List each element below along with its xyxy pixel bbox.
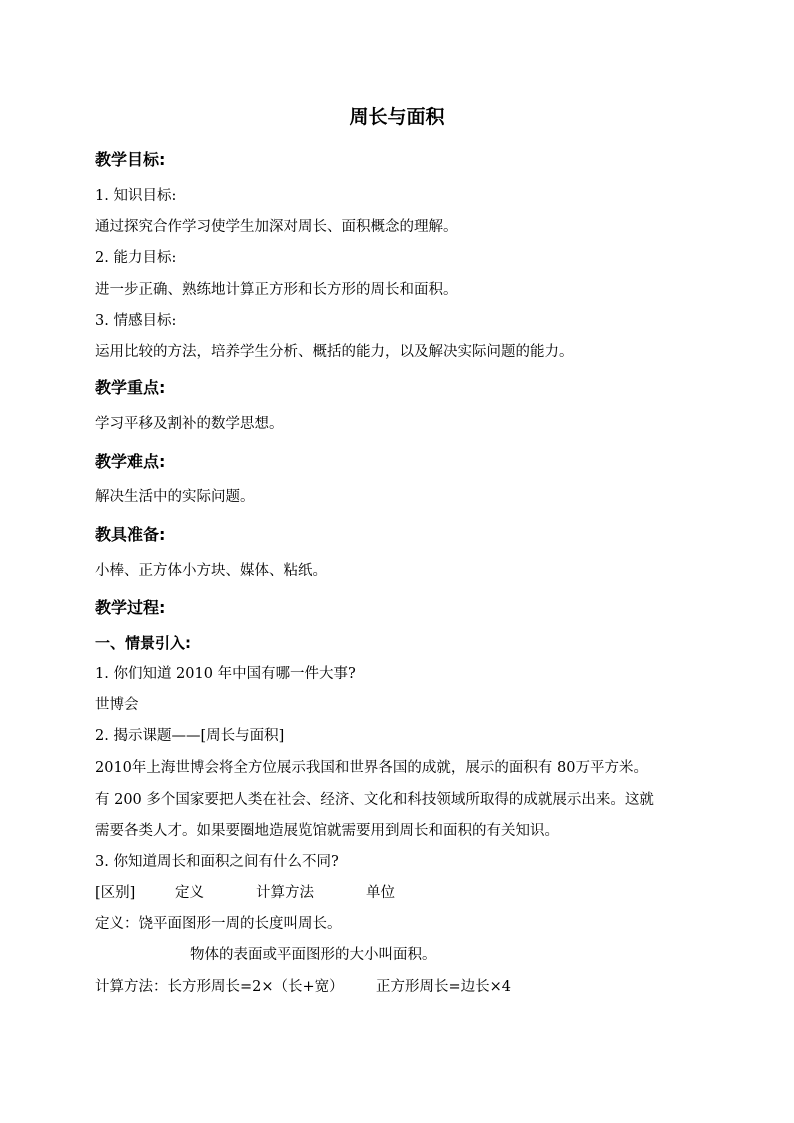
definition-line-1: 定义：饶平面图形一周的长度叫周长。 [95,916,342,932]
page-title: 周长与面积 [349,106,445,128]
objective1-text: 通过探究合作学习使学生加深对周长、面积概念的理解。 [95,219,458,235]
difficulties-heading: 教学难点: [95,452,166,471]
objectives-heading: 教学目标: [95,150,166,169]
difficulties-text: 解决生活中的实际问题。 [95,489,255,505]
objective3-text: 运用比较的方法，培养学生分析、概括的能力，以及解决实际问题的能力。 [95,344,574,360]
definition-line-2: 物体的表面或平面图形的大小叫面积。 [190,947,437,963]
key-points-heading: 教学重点: [95,378,166,397]
key-points-text: 学习平移及割补的数学思想。 [95,416,284,432]
objective3-label: 3. 情感目标: [95,313,177,329]
calculation-line-rectangle: 计算方法：长方形周长=2×（长+宽） [95,979,344,995]
objective2-text: 进一步正确、熟练地计算正方形和长方形的周长和面积。 [95,282,458,298]
paragraph-line-1: 2010年上海世博会将全方位展示我国和世界各国的成就，展示的面积有 80万平方米。 [95,760,648,776]
objective1-label: 1. 知识目标: [95,188,177,204]
difference-col-unit: 单位 [366,885,395,901]
difference-col-method: 计算方法 [256,885,314,901]
materials-text: 小棒、正方体小方块、媒体、粘纸。 [95,563,327,579]
paragraph-line-2: 有 200 多个国家要把人类在社会、经济、文化和科技领域所取得的成就展示出来。这就 [95,792,654,808]
materials-heading: 教具准备: [95,525,166,544]
calculation-line-square: 正方形周长=边长×4 [376,979,512,995]
paragraph-line-3: 需要各类人才。如果要圈地造展览馆就需要用到周长和面积的有关知识。 [95,823,559,839]
difference-col-definition: 定义 [175,885,204,901]
answer-1: 世博会 [95,697,139,713]
question-3: 3. 你知道周长和面积之间有什么不同? [95,854,339,870]
question-1: 1. 你们知道 2010 年中国有哪一件大事? [95,666,356,682]
process-heading: 教学过程: [95,598,166,617]
question-2: 2. 揭示课题——[周长与面积] [95,728,285,744]
section1-heading: 一、情景引入: [95,634,191,652]
difference-label: [区别] [95,885,136,901]
objective2-label: 2. 能力目标: [95,250,177,266]
